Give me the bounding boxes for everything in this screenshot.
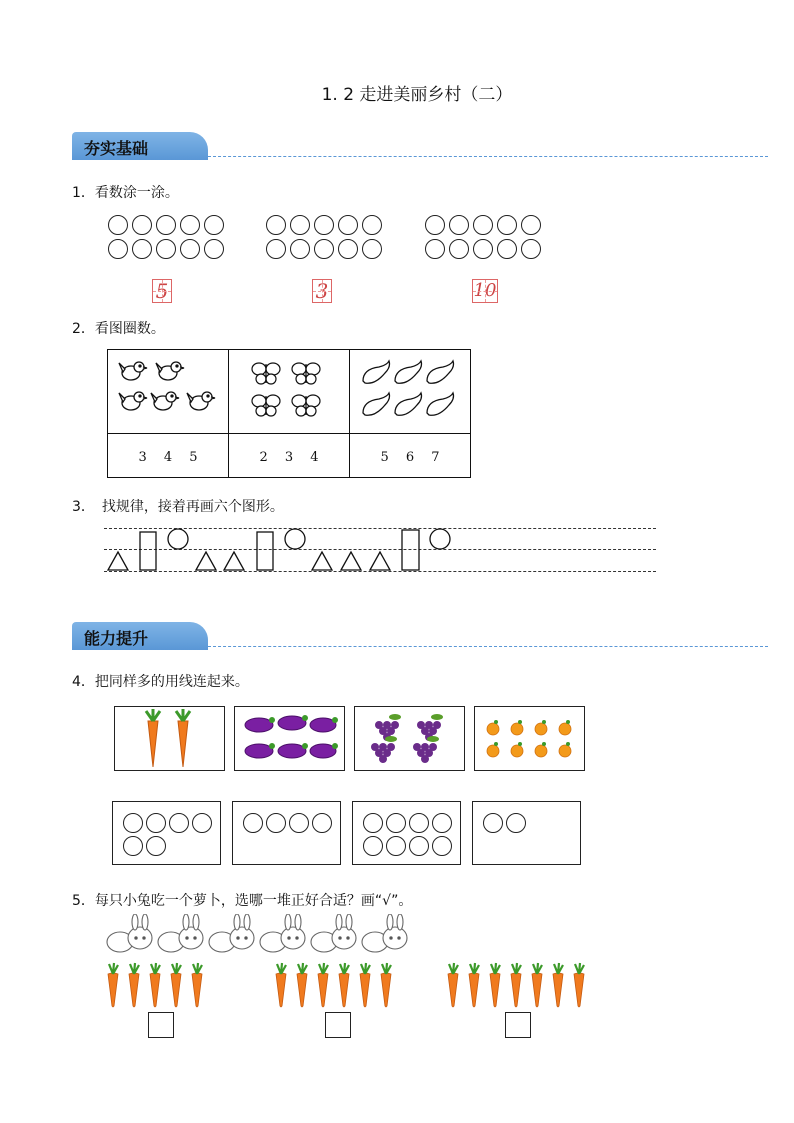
choice-butterflies[interactable]: 2 3 4	[229, 434, 350, 478]
question-5-label: 5．每只小兔吃一个萝卜，选哪一堆正好合适？画“√”。	[72, 893, 413, 909]
circle[interactable]	[290, 215, 310, 235]
question-1-label: 1．看数涂一涂。	[72, 185, 179, 201]
carrot-pile-7	[448, 963, 584, 1007]
grapes-icon	[355, 707, 463, 769]
number-box-3: 10	[473, 280, 497, 301]
page-title: 1. 2 走进美丽乡村（二）	[321, 85, 513, 105]
circle[interactable]	[132, 239, 152, 259]
carrot-icon	[115, 707, 223, 769]
butterfly-icon	[244, 355, 334, 425]
carrot-pile-6	[276, 963, 391, 1007]
choice-eggplants[interactable]: 5 6 7	[350, 434, 471, 478]
circle[interactable]	[497, 215, 517, 235]
birds-cell	[108, 350, 229, 434]
butterflies-cell	[229, 350, 350, 434]
circle[interactable]	[521, 239, 541, 259]
circle[interactable]	[497, 239, 517, 259]
circles-card-4[interactable]	[232, 801, 341, 865]
section-title-advanced: 能力提升	[84, 629, 149, 648]
circle[interactable]	[266, 215, 286, 235]
purple-eggplant-icon	[235, 707, 343, 769]
question-4-label: 4．把同样多的用线连起来。	[72, 674, 249, 690]
question-3-label: 3． 找规律，接着再画六个图形。	[72, 499, 284, 515]
eggplants-card[interactable]	[234, 706, 345, 771]
circle[interactable]	[449, 239, 469, 259]
circle[interactable]	[156, 215, 176, 235]
circle[interactable]	[156, 239, 176, 259]
circle[interactable]	[108, 239, 128, 259]
circles-card-2[interactable]	[472, 801, 581, 865]
number-box-1: 5	[152, 279, 172, 303]
circle[interactable]	[425, 239, 445, 259]
circle[interactable]	[204, 239, 224, 259]
circle[interactable]	[473, 215, 493, 235]
circle[interactable]	[132, 215, 152, 235]
circle-group-1[interactable]	[108, 215, 224, 259]
circle[interactable]	[266, 239, 286, 259]
circle[interactable]	[290, 239, 310, 259]
pattern-shapes	[100, 522, 460, 574]
circle[interactable]	[204, 215, 224, 235]
picture-count-table	[107, 349, 471, 478]
section-banner-basic	[72, 132, 702, 160]
orange-icon	[475, 707, 583, 769]
circle[interactable]	[362, 239, 382, 259]
circle[interactable]	[314, 215, 334, 235]
grapes-card[interactable]	[354, 706, 465, 771]
circle-group-3[interactable]	[425, 215, 541, 259]
circle[interactable]	[449, 215, 469, 235]
eggplants-cell	[350, 350, 471, 434]
eggplant-icon	[360, 355, 460, 425]
section-title-basic: 夯实基础	[84, 139, 149, 158]
circle-group-2[interactable]	[266, 215, 382, 259]
carrots-card[interactable]	[114, 706, 225, 771]
carrot-piles	[106, 962, 606, 1008]
carrot-pile-5	[108, 963, 202, 1007]
oranges-card[interactable]	[474, 706, 585, 771]
number-box-2: 3	[312, 279, 332, 303]
choice-birds[interactable]: 3 4 5	[108, 434, 229, 478]
circles-card-8[interactable]	[352, 801, 461, 865]
circle[interactable]	[180, 215, 200, 235]
circle[interactable]	[425, 215, 445, 235]
circles-card-6[interactable]	[112, 801, 221, 865]
circle[interactable]	[108, 215, 128, 235]
circle[interactable]	[338, 239, 358, 259]
circle[interactable]	[521, 215, 541, 235]
answer-box-pile-6[interactable]	[325, 1012, 351, 1038]
bird-icon	[113, 355, 223, 425]
circle[interactable]	[338, 215, 358, 235]
rabbit-icon	[104, 914, 414, 956]
circle[interactable]	[473, 239, 493, 259]
answer-box-pile-7[interactable]	[505, 1012, 531, 1038]
circle[interactable]	[180, 239, 200, 259]
question-2-label: 2．看图圈数。	[72, 321, 165, 337]
circle[interactable]	[314, 239, 334, 259]
section-banner-advanced	[72, 622, 702, 650]
answer-box-pile-5[interactable]	[148, 1012, 174, 1038]
circle[interactable]	[362, 215, 382, 235]
